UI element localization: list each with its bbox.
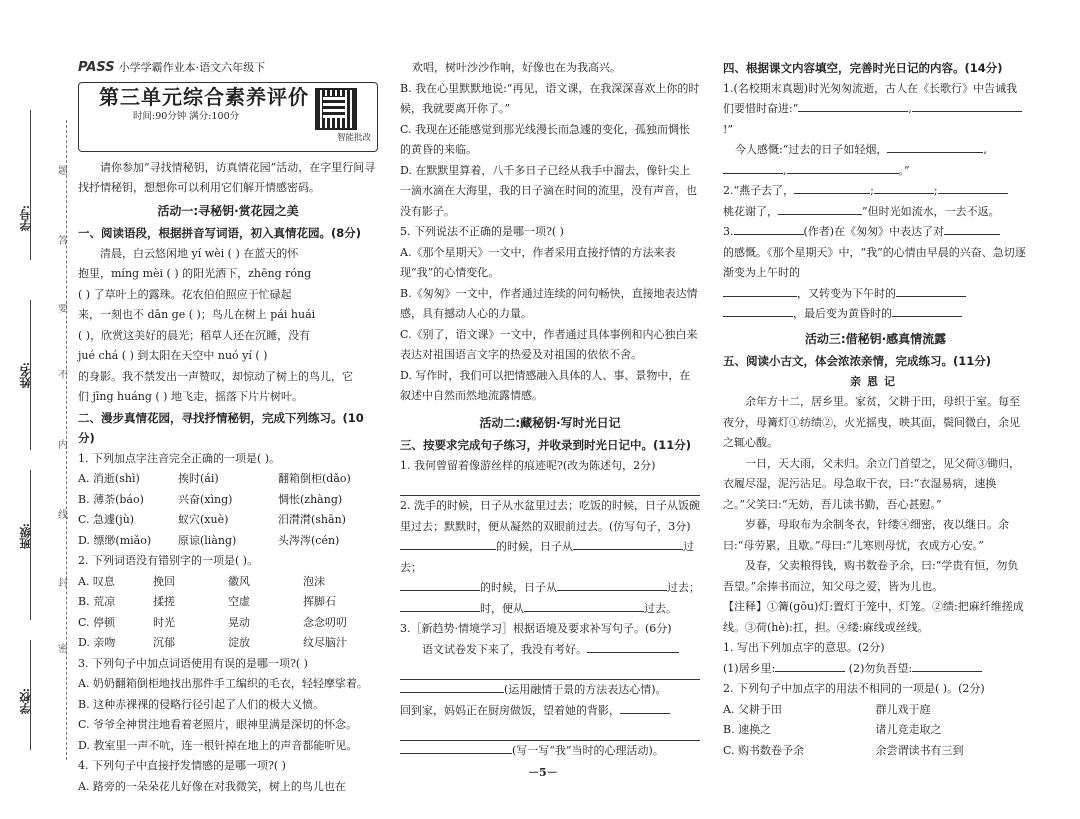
- q4-option[interactable]: B. 我在心里默默地说:“再见，语文课，在我深深喜欢上你的时候，我就要离开你了。”: [400, 81, 700, 115]
- blank[interactable]: [778, 214, 862, 215]
- q4-option[interactable]: C. 我现在还能感觉到那光线漫长而急遽的变化，孤独而惆怅的黄昏的来临。: [400, 122, 691, 156]
- q5-2-option[interactable]: A. 父耕于田: [723, 702, 782, 716]
- hint-text: (写一写“我”当时的心理活动)。: [512, 744, 664, 757]
- sentence-q1: 1. 我何曾留着像游丝样的痕迹呢?(改为陈述句，2分): [400, 458, 656, 472]
- activity-2-heading: 活动二:藏秘钥·写时光日记: [479, 415, 621, 430]
- blank[interactable]: [620, 713, 670, 714]
- blank[interactable]: [734, 234, 804, 235]
- blank[interactable]: [587, 652, 679, 653]
- sentence-q2: 2. 洗手的时候，日子从水盆里过去；吃饭的时候，日子从饭碗里过去；默默时，便从凝然的双眼前过去。(仿写句子，3分): [400, 499, 700, 533]
- q4-option[interactable]: D. 在默默里算着，八千多日子已经从我手中溜去，像针尖上一滴水滴在大海里，我的日子滴在时间的流里，没有声音，也没有影子。: [400, 163, 697, 218]
- q1-option[interactable]: D. 缥缈(miǎo): [78, 533, 152, 547]
- student-id-label: 学号:: [19, 205, 32, 232]
- fill-text: 的时候，日子从: [496, 540, 573, 553]
- q2-option: 挥脚石: [303, 595, 336, 608]
- column-right: [723, 58, 1028, 761]
- poem-paragraph: 余年方十二，居乡里。家贫，父耕于田，母织于室。每至夜分，母篝灯①纺绩②，火光摇曳，映其面，鬓间微白，余见之辄心酸。: [723, 395, 1020, 449]
- column-middle: [400, 58, 700, 762]
- q4-3d-text: ，最后变为黄昏时的: [793, 307, 892, 320]
- section-5-heading: 五、阅读小古文，体会浓浓亲情，完成练习。(11分): [723, 354, 992, 368]
- hint-text: (运用融情于景的方法表达心情)。: [504, 683, 667, 696]
- blank[interactable]: [573, 549, 683, 550]
- section-4-heading: 四、根据课文内容填空，完善时光日记的内容。(14分): [723, 61, 1003, 75]
- q4-continuation: 欢唱，树叶沙沙作响，好像也在为我高兴。: [412, 61, 621, 74]
- q2-option[interactable]: D. 亲吻: [78, 636, 116, 649]
- q4-3-text: (作者)在《匆匆》中表达了对: [803, 225, 945, 238]
- q1-option-row: [78, 490, 378, 511]
- section-3-heading: 三、按要求完成句子练习，并收录到时光日记中。(11分): [400, 438, 692, 452]
- seal-word: 线: [58, 510, 68, 521]
- annotation: 【注释】①篝(gōu)灯:置灯于笼中，灯笼。②绩:把麻纤维搓成线。③荷(hè):扛，担。④缕:麻线或丝线。: [723, 600, 1024, 634]
- q5-2-option-row: [723, 741, 1028, 762]
- q4-3b: 的感慨。《那个星期天》中，“我”的心情由早晨的兴奋、急切逐渐变为上午时的: [723, 245, 1026, 279]
- question-5[interactable]: 5. 下列说法不正确的是哪一项?( ): [400, 225, 564, 238]
- passage-line[interactable]: 清晨，白云悠闲地 yí wèi ( ) 在蓝天的怀: [100, 246, 299, 260]
- book-subtitle: 小学学霸作业本·语文六年级下: [118, 61, 266, 74]
- q1-option-row: [78, 510, 378, 531]
- sentence-q3: 3.［新趋势·情境学习］根据语境及要求补写句子。(6分): [400, 622, 672, 635]
- passage-line[interactable]: 抱里，míng mèi ( ) 的阳光洒下，zhēng róng: [78, 267, 312, 280]
- blank[interactable]: [400, 590, 480, 591]
- q1-option: 翻箱倒柜(dǎo): [278, 472, 351, 485]
- blank[interactable]: [938, 193, 1008, 194]
- blank[interactable]: [892, 316, 962, 317]
- class-label: 班级:: [19, 523, 32, 550]
- context-row: [400, 741, 700, 762]
- passage-line[interactable]: 们 jīng huáng ( ) 地飞走，摇落下片片树叶。: [78, 390, 303, 403]
- q4-2c-text: ”但时光如流水，一去不返。: [862, 204, 1000, 218]
- q4-1b-text: 今人感慨:“过去的日子如轻烟，: [735, 143, 888, 156]
- q4-1: 1.(名校期末真题)时光匆匆流逝，古人在《长歌行》中告诫我们要惜时奋进:“ ,!”: [723, 79, 1028, 141]
- q4-3c: [723, 284, 1028, 305]
- blank[interactable]: [775, 671, 845, 672]
- passage-line[interactable]: ( )，欣赏这美好的晨光；稻草人还在沉睡，没有: [78, 328, 311, 342]
- fill-text: 时，便从: [480, 601, 524, 615]
- q2-option: 淀放: [228, 636, 250, 649]
- header-brand: [78, 58, 378, 79]
- q5-option[interactable]: A.《那个星期天》一文中，作者采用直接抒情的方法来表现“我”的心情变化。: [400, 245, 676, 279]
- poem-paragraph: 岁暮，母取布为余制冬衣，针缕④细密，夜以继日。余曰:“母劳累，且歇。”母曰:“儿寒则母忧，衣成方心安。”: [723, 518, 1009, 552]
- q5-2-option-row: [723, 700, 1028, 721]
- context-row: [400, 680, 700, 701]
- q4-1c: , 。”: [723, 161, 1028, 182]
- context-text: 语文试卷发下来了，我没有考好。: [422, 642, 587, 656]
- answer-line[interactable]: [400, 721, 700, 741]
- page-title: 第三单元综合素养评价: [99, 84, 309, 109]
- q2-option-row: [78, 633, 378, 654]
- q1-option[interactable]: A. 消逝(shì): [78, 472, 140, 485]
- answer-line[interactable]: [400, 476, 700, 496]
- fill-text: 过去；: [667, 581, 700, 594]
- q3-option[interactable]: C. 爷爷全神贯注地看着老照片，眼神里满是深切的怀念。: [78, 718, 358, 731]
- q1-option: 头涔涔(cén): [278, 533, 340, 547]
- q2-option: 晃动: [228, 615, 250, 629]
- binding-margin: [0, 0, 86, 819]
- blank[interactable]: [400, 549, 496, 550]
- q2-option: 沉郁: [153, 636, 175, 649]
- q5-option[interactable]: C.《别了，语文课》一文中，作者通过具体事例和内心独白来表达对祖国语言文字的热爱及对祖国的依依不舍。: [400, 327, 698, 361]
- school-label: 学校:: [19, 688, 32, 715]
- q4-2-text: 2.“燕子去了，: [723, 184, 795, 197]
- q2-option: 纹尽脑汁: [303, 636, 347, 649]
- activity-3-heading: 活动三:借秘钥·感真情流露: [804, 331, 947, 346]
- q2-option: 时光: [153, 615, 175, 629]
- q5-2-option[interactable]: C. 购书数卷予余: [723, 743, 805, 757]
- exam-meta: 时间:90分钟 满分:100分: [133, 111, 240, 122]
- q2-option: 揉搓: [153, 595, 175, 608]
- seal-word: 内: [58, 440, 68, 451]
- blank[interactable]: [723, 173, 783, 174]
- fill-text: 的时候，日子从: [480, 581, 557, 594]
- q1-option: 挨时(ái): [178, 472, 219, 485]
- blank[interactable]: [874, 193, 934, 194]
- blank[interactable]: [524, 611, 644, 612]
- q3-option[interactable]: B. 这种赤裸裸的侵略行径引起了人们的极大义愤。: [78, 697, 325, 711]
- context-row: [400, 640, 700, 661]
- q2-option[interactable]: B. 荒凉: [78, 595, 116, 608]
- seal-word: 要: [58, 304, 68, 315]
- q5-1-row: [723, 659, 1028, 680]
- column-left: [78, 58, 378, 797]
- activity-1-heading: 活动一:寻秘钥·赏花园之美: [157, 203, 299, 218]
- passage-line[interactable]: 来，一刻也不 dān ge ( )；鸟儿在树上 pái huái: [78, 308, 316, 321]
- q1-option: 蚁穴(xuè): [178, 513, 229, 526]
- q2-option-row: [78, 592, 378, 613]
- blank[interactable]: [400, 692, 504, 693]
- q2-option: 挽回: [153, 574, 175, 588]
- passage-line[interactable]: jué chá ( ) 到太阳在天空中 nuó yí ( ): [78, 349, 268, 362]
- q1-option: 兴奋(xìng): [178, 492, 233, 506]
- seal-word: 不: [58, 370, 68, 381]
- q5-2-option[interactable]: B. 速换之: [723, 723, 772, 736]
- passage-line[interactable]: 的身影。我不禁发出一声赞叹，却惊动了树上的鸟儿，它: [78, 369, 353, 383]
- q3-option[interactable]: A. 奶奶翻箱倒柜地找出那件手工编织的毛衣，轻轻摩挲着。: [78, 677, 368, 690]
- q1-option[interactable]: C. 急遽(jù): [78, 513, 135, 526]
- q2-option: 空虚: [228, 595, 250, 608]
- seal-word: 封: [58, 578, 68, 589]
- poem-paragraph: 一日，天大雨，父未归。余立门首望之，见父荷③锄归，衣履尽湿，泥污沾足。母急取干衣，曰:“衣湿易病，速换之。”父笑曰:“无妨，吾儿读书勤，吾心甚慰。”: [723, 456, 1020, 511]
- q2-option: 徽风: [228, 574, 250, 588]
- q2-option: 泡沫: [303, 574, 325, 588]
- q5-option[interactable]: D. 写作时，我们可以把情感融入具体的人、事、景物中，在叙述中自然而然地流露情感。: [400, 368, 691, 402]
- brand-logo: PASS: [78, 60, 115, 75]
- fill-row: [400, 578, 700, 599]
- answer-line[interactable]: [400, 660, 700, 680]
- blank[interactable]: [557, 590, 667, 591]
- name-label: 姓名:: [19, 362, 32, 389]
- q1-option-row: [78, 469, 378, 490]
- q5-2[interactable]: 2. 下列句子中加点字的用法不相同的一项是( )。(2分): [723, 682, 985, 695]
- fill-text: 过去。: [644, 601, 677, 615]
- q5-2-option: 诸儿竞走取之: [875, 723, 942, 736]
- q1-option-row: [78, 531, 378, 552]
- blank[interactable]: [887, 152, 983, 153]
- pinyin-passage: [78, 244, 378, 408]
- id-line[interactable]: [30, 110, 31, 260]
- q4-3-num: 3.: [723, 225, 734, 238]
- q1-option: 惆怅(zhàng): [278, 492, 343, 506]
- qr-code-icon[interactable]: [315, 88, 357, 130]
- blank[interactable]: [723, 316, 793, 317]
- blank[interactable]: [400, 753, 512, 754]
- blank[interactable]: [723, 296, 797, 297]
- blank[interactable]: [912, 671, 982, 672]
- q2-option[interactable]: A. 叹息: [78, 574, 115, 588]
- q4-option[interactable]: A. 路旁的一朵朵花儿好像在对我微笑，树上的鸟儿也在: [78, 779, 346, 793]
- q1-option: 汨潸潸(shān): [278, 513, 346, 526]
- fill-row: [400, 537, 700, 578]
- q5-1b: (2)勿负吾望:: [848, 661, 913, 675]
- q5-2-option: 余尝谓读书有三到: [875, 743, 964, 757]
- question-4[interactable]: 4. 下列句子中直接抒发情感的是哪一项?( ): [78, 759, 286, 772]
- seal-word: 密: [58, 644, 68, 655]
- q4-2: 2.“燕子去了， ; ;: [723, 181, 1028, 202]
- context-text: 回到家，妈妈正在厨房做饭，望着她的背影，: [400, 703, 620, 717]
- q2-option-row: [78, 572, 378, 593]
- q1-option: 原谅(liàng): [178, 533, 237, 547]
- q2-option-row: [78, 613, 378, 634]
- q5-option[interactable]: B.《匆匆》一文中，作者通过连续的问句畅快，直接地表达情感，具有撼动人心的力量。: [400, 286, 698, 320]
- q4-3c-text: ，又转变为下午时的: [797, 286, 896, 300]
- context-row: [400, 701, 700, 722]
- question-1[interactable]: 1. 下列加点字注音完全正确的一项是( )。: [78, 451, 281, 465]
- section-1-heading: 一、阅读语段，根据拼音写词语，初入真情花园。(8分): [78, 226, 362, 240]
- q5-2-option-row: [723, 720, 1028, 741]
- smart-grading-label: 智能批改: [336, 133, 371, 143]
- passage-line[interactable]: ( ) 了草叶上的露珠。花农伯伯照应于忙碌起: [78, 287, 292, 301]
- blank[interactable]: [787, 173, 899, 174]
- q2-option[interactable]: C. 停顿: [78, 615, 116, 629]
- blank[interactable]: [400, 611, 480, 612]
- seal-word: 题: [58, 166, 68, 177]
- blank[interactable]: [944, 234, 1000, 235]
- q5-2-option: 群儿戏于庭: [875, 702, 931, 716]
- q2-option: 念念叨叨: [303, 615, 347, 629]
- intro-text: 请你参加“寻找情秘钥，访真情花园”活动，在字里行间寻找抒情秘钥，想想你可以利用它们解开情感密码。: [78, 160, 376, 194]
- q4-3: [723, 222, 1028, 243]
- q4-1b: 今人感慨:“过去的日子如轻烟， ,: [723, 140, 1028, 161]
- q3-option[interactable]: D. 教室里一声不吭，连一根针掉在地上的声音都能听见。: [78, 738, 358, 752]
- page-number: －5－: [528, 766, 558, 779]
- fill-row: [400, 599, 700, 620]
- q1-option[interactable]: B. 薄荼(báo): [78, 492, 144, 506]
- q4-3d: [723, 304, 1028, 325]
- question-2[interactable]: 2. 下列词语没有错别字的一项是( )。: [78, 554, 259, 567]
- q5-1a: (1)居乡里:: [723, 661, 776, 675]
- q4-2b: [723, 202, 1028, 223]
- title-box: [78, 82, 378, 152]
- question-3[interactable]: 3. 下列句子中加点词语使用有误的是哪一项?( ): [78, 656, 308, 670]
- q4-2b-text: 桃花谢了，: [723, 204, 778, 218]
- seal-word: 答: [58, 236, 68, 247]
- blank[interactable]: [794, 193, 870, 194]
- blank[interactable]: [912, 111, 1022, 112]
- blank[interactable]: [896, 296, 966, 297]
- q4-1-text: 1.(名校期末真题)时光匆匆流逝，古人在《长歌行》中告诫我们要惜时奋进:“: [723, 81, 1018, 115]
- fill-text: 过去；: [400, 540, 694, 574]
- poem-paragraph: 及春，父卖粮得钱，购书数卷予余，曰:“学贵有恒，勿负吾望。”余捧书而泣，知父母之爱，皆为儿也。: [723, 559, 1019, 593]
- q5-1: 1. 写出下列加点字的意思。(2分): [723, 641, 885, 654]
- blank[interactable]: [798, 111, 908, 112]
- section-2-heading: 二、漫步真情花园，寻找抒情秘钥，完成下列练习。(10分): [78, 410, 364, 445]
- poem-title: 亲恩记: [850, 374, 901, 388]
